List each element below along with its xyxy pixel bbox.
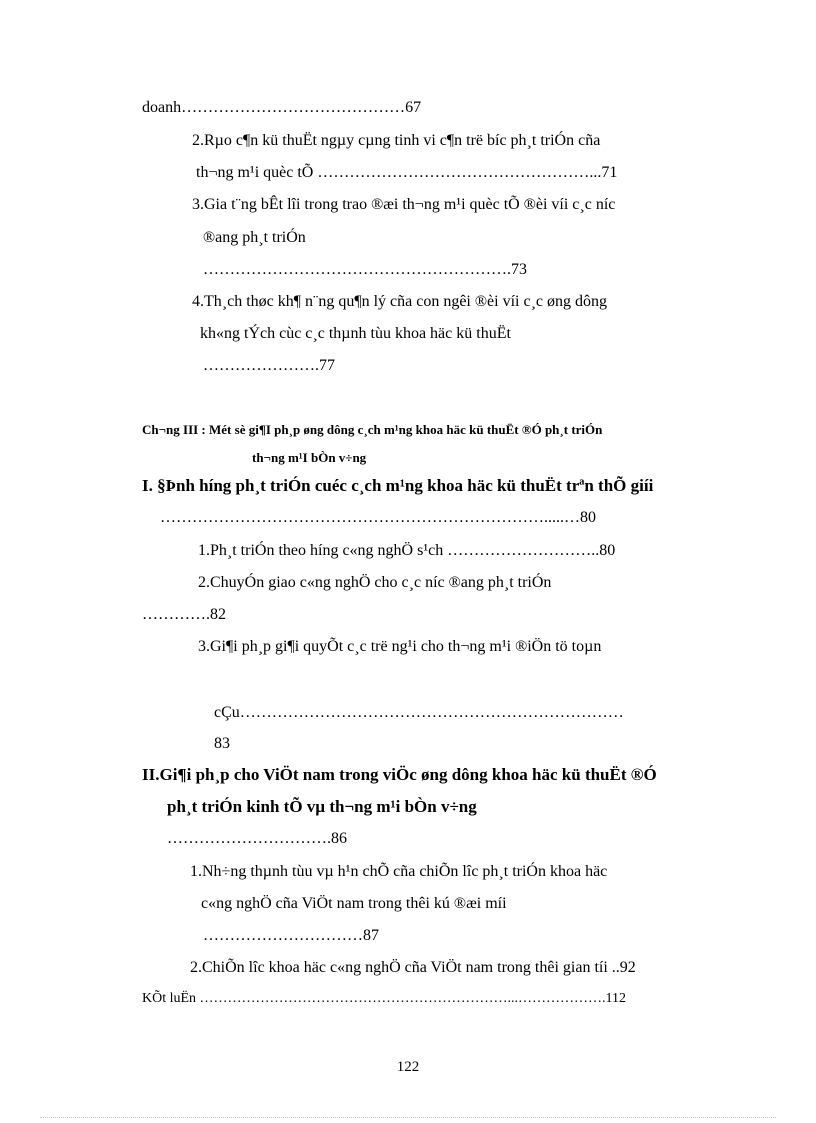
toc-line: cÇu………………………………………………………………	[214, 704, 624, 721]
toc-line: 2.ChuyÓn giao c«ng nghÖ cho c¸c níc ®ang ph¸t triÓn	[198, 574, 552, 591]
section-heading: II.Gi¶i ph¸p cho ViÖt nam trong viÖc øng dông khoa häc kü thuËt ®Ó	[142, 765, 657, 784]
toc-line: ®ang ph¸t triÓn	[203, 229, 306, 246]
toc-line: ……………………………………………………………….....…80	[160, 509, 596, 526]
toc-line: 1.Ph¸t triÓn theo híng c«ng nghÖ s¹ch ………………………..80	[198, 542, 616, 559]
section-heading: I. §Þnh híng ph¸t triÓn cuéc c¸ch m¹ng khoa häc kü thuËt trªn thÕ giíi	[142, 476, 654, 495]
toc-line: 4.Th¸ch thøc kh¶ n¨ng qu¶n lý cña con ngêi ®èi víi c¸c øng dông	[192, 293, 607, 310]
toc-line: …………………………87	[203, 927, 379, 944]
toc-line: 83	[214, 735, 230, 752]
page-bottom-divider	[40, 1117, 776, 1118]
section-heading-cont: ph¸t triÓn kinh tÕ vµ th¬ng m¹i bÒn v÷ng	[167, 797, 477, 816]
page-number: 122	[396, 1059, 420, 1075]
toc-line: c«ng nghÖ cña ViÖt nam trong thêi kú ®æi míi	[201, 895, 507, 912]
toc-line: ………………………………………………….73	[203, 261, 527, 278]
toc-line: 2.ChiÕn lîc khoa häc c«ng nghÖ cña ViÖt nam trong thêi gian tíi ..92	[190, 959, 636, 976]
toc-line: kh«ng tÝch cùc c¸c thµnh tùu khoa häc kü thuËt	[200, 325, 511, 342]
toc-line: doanh……………………………………67	[142, 99, 422, 116]
toc-line: ………………….77	[203, 357, 335, 374]
toc-line: 3.Gia t¨ng bÊt lîi trong trao ®æi th¬ng m¹i quèc tÕ ®èi víi c¸c níc	[192, 196, 616, 213]
toc-line: ………………………….86	[167, 830, 347, 847]
toc-line: 3.Gi¶i ph¸p gi¶i quyÕt c¸c trë ng¹i cho th¬ng m¹i ®iÖn tö toµn	[198, 638, 602, 655]
toc-line: 1.Nh÷ng thµnh tùu vµ h¹n chÕ cña chiÕn lîc ph¸t triÓn khoa häc	[190, 863, 608, 880]
toc-line: 2.Rµo c¶n kü thuËt ngµy cµng tinh vi c¶n trë bíc ph¸t triÓn cña	[192, 132, 601, 149]
chapter-heading-cont: th¬ng m¹I bÒn v÷ng	[252, 450, 367, 465]
chapter-heading: Ch¬ng III : Mét sè gi¶I ph¸p øng dông c¸ch m¹ng khoa häc kü thuËt ®Ó ph¸t triÓn	[142, 422, 603, 437]
toc-line: ………….82	[142, 606, 226, 623]
toc-line: th¬ng m¹i quèc tÕ ……………………………………………...71	[196, 164, 618, 181]
toc-line-conclusion: KÕt luËn …………………………………………………………...……………….112	[142, 991, 627, 1006]
